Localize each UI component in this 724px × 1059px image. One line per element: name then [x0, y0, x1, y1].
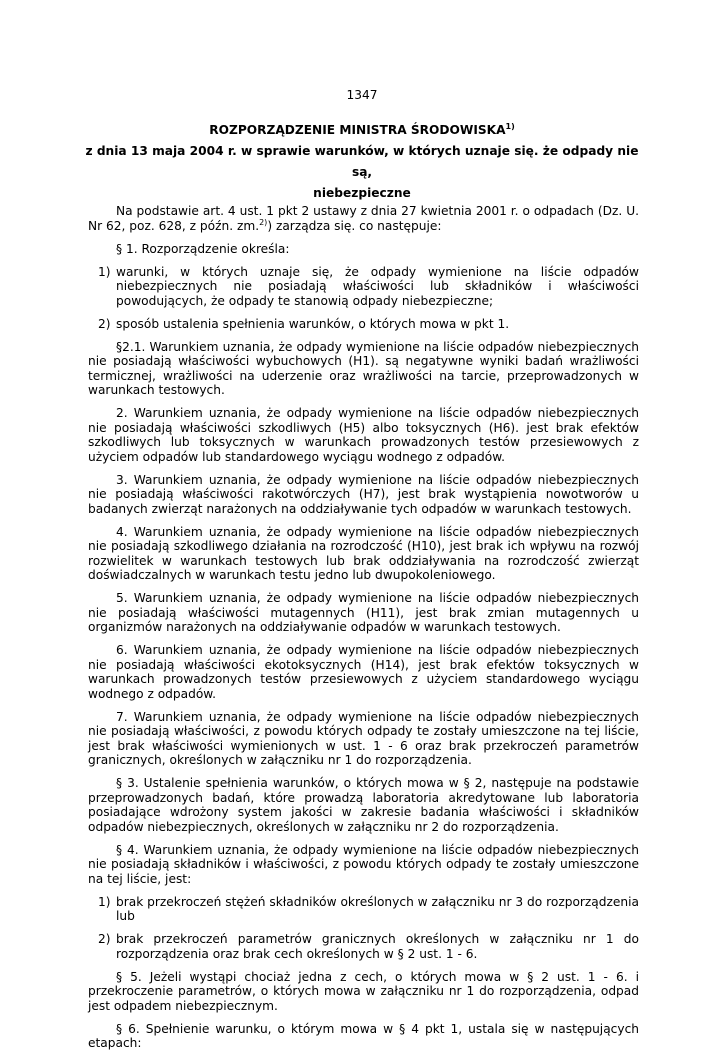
section-4-lead: § 4. Warunkiem uznania, że odpady wymienione na liście odpadów niebezpiecznych nie posiadają składników i właściwości, z powodu których odpady te zostały umieszczone na tej liście, jest: [88, 842, 639, 886]
section-1-item: 2) sposób ustalenia spełnienia warunków, o których mowa w pkt 1. [98, 316, 510, 331]
section-3-paragraph: § 3. Ustalenie spełnienia warunków, o których mowa w § 2, następuje na podstawie przeprowadzonych badań, które prowadzą laboratoria akredytowane lub laboratoria posiadające wdrożony system jakości w zakresie badania właściwości i składników odpadów niebezpiecznych, określonych w załączniku nr 2 do rozporządzenia. [88, 776, 639, 834]
title-line-3: niebezpieczne [313, 186, 411, 200]
document-body [88, 204, 639, 1059]
title-line-2: z dnia 13 maja 2004 r. w sprawie warunków, w których uznaje się. że odpady nie są, [85, 144, 639, 179]
section-5-paragraph: § 5. Jeżeli wystąpi chociaż jedna z cech, o których mowa w § 2 ust. 1 - 6. i przekroczenie parametrów, o których mowa w załączniku nr 1 do rozporządzenia, odpad jest odpadem niebezpiecznym. [88, 969, 639, 1013]
section-4-item: 2) brak przekroczeń parametrów granicznych określonych w załączniku nr 1 do rozporządzenia oraz brak cech określonych w § 2 ust. 1 - 6. [98, 932, 639, 961]
section-2-paragraph: §2.1. Warunkiem uznania, że odpady wymienione na liście odpadów niebezpiecznych nie posiadają właściwości wybuchowych (H1). są negatywne wyniki badań wrażliwości termicznej, wrażliwości na uderzenie oraz wrażliwości na tarcie, przeprowadzonych w warunkach testowych. [88, 339, 639, 397]
section-2-paragraph: 2. Warunkiem uznania, że odpady wymienione na liście odpadów niebezpiecznych nie posiadają właściwości szkodliwych (H5) albo toksycznych (H6). jest brak efektów szkodliwych lub toksycznych w warunkach prowadzonych testów przesiewowych z użyciem odpadów lub standardowego wyciągu wodnego z odpadów. [88, 406, 639, 464]
section-1-lead: § 1. Rozporządzenie określa: [116, 241, 290, 256]
section-4-item: 1) brak przekroczeń stężeń składników określonych w załączniku nr 3 do rozporządzenia lub [98, 894, 639, 923]
page-number: 1347 [346, 88, 378, 102]
regulation-title [80, 120, 644, 204]
section-1-item: 1) warunki, w których uznaje się, że odpady wymienione na liście odpadów niebezpiecznych nie posiadają właściwości lub składników i właściwości powodujących, że odpady te stanowią odpady niebezpieczne; [98, 264, 639, 308]
section-2-paragraph: 7. Warunkiem uznania, że odpady wymienione na liście odpadów niebezpiecznych nie posiadają właściwości, z powodu których odpady te zostały umieszczone na tej liście, jest brak właściwości wymienionych w ust. 1 - 6 oraz brak przekroczeń parametrów granicznych, określonych w załączniku nr 1 do rozporządzenia. [88, 709, 639, 767]
title-line-1: ROZPORZĄDZENIE MINISTRA ŚRODOWISKA$^{1)}$ [209, 122, 515, 137]
section-2-paragraph: 6. Warunkiem uznania, że odpady wymienione na liście odpadów niebezpiecznych nie posiadają właściwości ekotoksycznych (H14), jest brak efektów toksycznych w warunkach prowadzonych testów przesiewowych z użyciem standardowego wyciągu wodnego z odpadów. [88, 643, 639, 701]
intro-footnote-marker: 2) [259, 217, 268, 227]
intro-paragraph: Na podstawie art. 4 ust. 1 pkt 2 ustawy z dnia 27 kwietnia 2001 r. o odpadach (Dz. U. Nr 62, poz. 628, z późn. zm.$^{2)}$) zarządza się. co następuje: [88, 204, 639, 233]
section-2-paragraph: 4. Warunkiem uznania, że odpady wymienione na liście odpadów niebezpiecznych nie posiadają szkodliwego działania na rozrodczość (H10), jest brak ich wpływu na rozwój rozwielitek w warunkach testowych lub brak oddziaływania na rozrodczość zwierząt doświadczalnych w warunkach testu jedno lub dwupokoleniowego. [88, 524, 639, 582]
section-2-paragraph: 5. Warunkiem uznania, że odpady wymienione na liście odpadów niebezpiecznych nie posiadają właściwości mutagennych (H11), jest brak zmian mutagennych u organizmów narażonych na oddziaływanie odpadów w warunkach testowych. [88, 591, 639, 634]
section-2-paragraph: 3. Warunkiem uznania, że odpady wymienione na liście odpadów niebezpiecznych nie posiadają właściwości rakotwórczych (H7), jest brak wystąpienia nowotworów u badanych zwierząt narażonych na oddziaływanie tych odpadów w warunkach testowych. [88, 472, 639, 516]
section-6-paragraph: § 6. Spełnienie warunku, o którym mowa w § 4 pkt 1, ustala się w następujących etapach: [88, 1021, 639, 1050]
title-footnote-marker: 1) [505, 122, 515, 131]
